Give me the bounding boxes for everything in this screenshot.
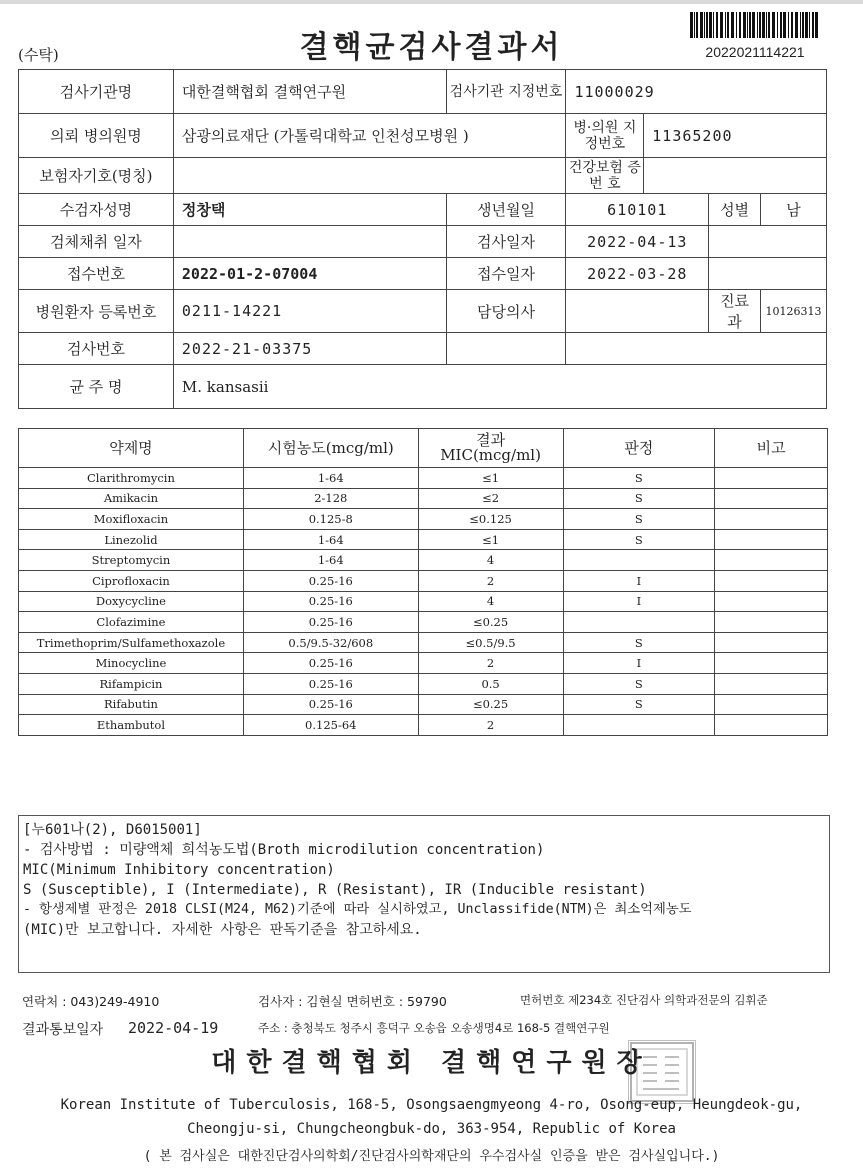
test-no-label: 검사번호 — [19, 333, 174, 365]
req-hospital: 삼광의료재단 (가톨릭대학교 인천성모병원 ) — [173, 114, 566, 158]
certification-note: ( 본 검사실은 대한진단검사의학회/진단검사의학재단의 우수검사실 인증을 받은 검사실입니다.) — [143, 1149, 720, 1164]
drug-cell-mic: 0.5 — [418, 673, 563, 694]
inst-code-label: 검사기관 지정번호 — [446, 70, 566, 114]
examiner: 검사자 : 김현실 면허번호 : 59790 — [258, 994, 447, 1009]
header-result — [418, 429, 563, 468]
drug-row — [19, 653, 828, 674]
drug-cell-mic: 4 — [418, 550, 563, 571]
drug-cell-drug: Linezolid — [19, 529, 244, 550]
drug-cell-conc: 0.25-16 — [243, 591, 418, 612]
drug-cell-drug: Trimethoprim/Sulfamethoxazole — [19, 632, 244, 653]
drug-cell-judge: S — [563, 509, 715, 530]
inst-code: 11000029 — [566, 70, 827, 114]
test-date: 2022-04-13 — [566, 226, 709, 258]
drug-cell-mic: ≤0.25 — [418, 612, 563, 633]
drug-cell-note — [715, 715, 828, 736]
drug-cell-judge: S — [563, 632, 715, 653]
dept: 10126313 — [761, 290, 827, 333]
drug-cell-mic: ≤0.25 — [418, 694, 563, 715]
drug-cell-note — [715, 694, 828, 715]
drug-row — [19, 715, 828, 736]
header-result-label: 결과 — [476, 431, 506, 449]
receipt-no-label: 접수번호 — [19, 258, 174, 290]
drug-row — [19, 694, 828, 715]
drug-cell-conc: 1-64 — [243, 468, 418, 489]
drug-cell-mic: 2 — [418, 653, 563, 674]
drug-row — [19, 570, 828, 591]
barcode-number: 2022021114221 — [705, 44, 805, 60]
drug-cell-drug: Ethambutol — [19, 715, 244, 736]
patient-name-label: 수검자성명 — [19, 194, 174, 226]
patient-name: 정창택 — [173, 194, 446, 226]
drug-cell-mic: ≤1 — [418, 529, 563, 550]
drug-row — [19, 591, 828, 612]
drug-cell-drug: Moxifloxacin — [19, 509, 244, 530]
note-line: - 검사방법 : 미량액체 희석농도법(Broth microdilution concentration) — [23, 842, 545, 858]
organism: M. kansasii — [173, 365, 826, 409]
drug-cell-conc: 2-128 — [243, 488, 418, 509]
drug-row — [19, 529, 828, 550]
license: 면허번호 제234호 진단검사 의학과전문의 김휘준 — [520, 993, 768, 1007]
drug-cell-drug: Ciprofloxacin — [19, 570, 244, 591]
insurer-label: 보험자기호(명칭) — [19, 158, 174, 194]
sex-label: 성별 — [709, 194, 761, 226]
drug-cell-mic: ≤0.125 — [418, 509, 563, 530]
drug-row — [19, 632, 828, 653]
drug-cell-judge: I — [563, 591, 715, 612]
collect-date-label: 검체채취 일자 — [19, 226, 174, 258]
drug-cell-mic: ≤0.5/9.5 — [418, 632, 563, 653]
drug-cell-conc: 0.125-64 — [243, 715, 418, 736]
health-ins — [644, 158, 827, 194]
drug-cell-note — [715, 550, 828, 571]
test-date-label: 검사일자 — [446, 226, 566, 258]
drug-cell-conc: 0.25-16 — [243, 694, 418, 715]
drug-cell-judge: S — [563, 529, 715, 550]
drug-cell-judge — [563, 550, 715, 571]
drug-cell-judge: S — [563, 468, 715, 489]
notify-label: 결과통보일자 — [22, 1022, 104, 1038]
drug-cell-drug: Streptomycin — [19, 550, 244, 571]
drug-cell-drug: Clarithromycin — [19, 468, 244, 489]
drug-cell-note — [715, 509, 828, 530]
drug-cell-drug: Minocycline — [19, 653, 244, 674]
hosp-code-label: 병·의원 지정번호 — [566, 114, 644, 158]
drug-row — [19, 468, 828, 489]
drug-cell-note — [715, 591, 828, 612]
drug-cell-judge: S — [563, 488, 715, 509]
drug-row — [19, 612, 828, 633]
top-border — [0, 0, 863, 4]
address-en-1: Korean Institute of Tuberculosis, 168-5, Osongsaengmyeong 4-ro, Osong-eup, Heungdeok-gu, — [60, 1097, 803, 1113]
note-line: (MIC)만 보고합니다. 자세한 사항은 판독기준을 참고하세요. — [23, 922, 422, 938]
drug-cell-drug: Doxycycline — [19, 591, 244, 612]
drug-cell-note — [715, 529, 828, 550]
birth: 610101 — [566, 194, 709, 226]
drug-cell-mic: ≤1 — [418, 468, 563, 489]
inst-name: 대한결핵협회 결핵연구원 — [173, 70, 446, 114]
drug-row — [19, 509, 828, 530]
note-line: - 항생제별 판정은 2018 CLSI(M24, M62)기준에 따라 실시하였고, Unclassifide(NTM)은 최소억제농도 — [23, 902, 692, 917]
doctor-label: 담당의사 — [446, 290, 566, 333]
address-en-2: Cheongju-si, Chungcheongbuk-do, 363-954, Republic of Korea — [187, 1121, 676, 1137]
drug-cell-conc: 0.25-16 — [243, 673, 418, 694]
drug-cell-judge: I — [563, 653, 715, 674]
drug-cell-judge: S — [563, 673, 715, 694]
drug-cell-drug: Amikacin — [19, 488, 244, 509]
drug-row — [19, 488, 828, 509]
organism-label: 균 주 명 — [19, 365, 174, 409]
patient-reg-label: 병원환자 등록번호 — [19, 290, 174, 333]
inst-name-label: 검사기관명 — [19, 70, 174, 114]
doctor — [566, 290, 709, 333]
drug-cell-conc: 1-64 — [243, 550, 418, 571]
drug-cell-conc: 1-64 — [243, 529, 418, 550]
drug-cell-conc: 0.125-8 — [243, 509, 418, 530]
drug-cell-note — [715, 612, 828, 633]
sex: 남 — [761, 194, 827, 226]
hosp-code: 11365200 — [644, 114, 827, 158]
note-line: S (Susceptible), I (Intermediate), R (Resistant), IR (Inducible resistant) — [23, 882, 647, 898]
contact: 연락처 : 043)249-4910 — [22, 994, 160, 1009]
req-hospital-label: 의뢰 병의원명 — [19, 114, 174, 158]
drug-cell-drug: Rifabutin — [19, 694, 244, 715]
header-remarks: 비고 — [715, 429, 828, 468]
receipt-no: 2022-01-2-07004 — [173, 258, 446, 290]
dept-label: 진료과 — [709, 290, 761, 333]
drug-cell-conc: 0.25-16 — [243, 653, 418, 674]
drug-cell-drug: Rifampicin — [19, 673, 244, 694]
notes-box — [18, 815, 830, 973]
drug-cell-conc: 0.25-16 — [243, 612, 418, 633]
drug-cell-note — [715, 488, 828, 509]
notify-date: 2022-04-19 — [128, 1019, 219, 1037]
collect-date — [173, 226, 446, 258]
patient-reg: 0211-14221 — [173, 290, 446, 333]
drug-cell-drug: Clofazimine — [19, 612, 244, 633]
drug-row — [19, 673, 828, 694]
birth-label: 생년월일 — [446, 194, 566, 226]
barcode-icon — [690, 12, 820, 38]
drug-row — [19, 550, 828, 571]
drug-cell-note — [715, 673, 828, 694]
drug-cell-note — [715, 653, 828, 674]
drug-cell-note — [715, 468, 828, 489]
drug-cell-conc: 0.25-16 — [243, 570, 418, 591]
receipt-date-label: 접수일자 — [446, 258, 566, 290]
drug-table — [18, 428, 828, 736]
drug-cell-mic: 2 — [418, 570, 563, 591]
drug-cell-mic: ≤2 — [418, 488, 563, 509]
header-drug: 약제명 — [19, 429, 244, 468]
drug-cell-judge — [563, 612, 715, 633]
address-kr: 주소 : 충청북도 청주시 흥덕구 오송읍 오송생명4로 168-5 결핵연구원 — [258, 1021, 610, 1035]
header-conc: 시험농도(mcg/ml) — [243, 429, 418, 468]
note-line: MIC(Minimum Inhibitory concentration) — [23, 862, 335, 878]
drug-cell-conc: 0.5/9.5-32/608 — [243, 632, 418, 653]
header-result-unit: MIC(mcg/ml) — [440, 446, 541, 464]
drug-cell-mic: 2 — [418, 715, 563, 736]
issuer-signature: 대한결핵협회 결핵연구원장 — [211, 1048, 652, 1078]
drug-cell-judge: I — [563, 570, 715, 591]
health-ins-label: 건강보험 증 번 호 — [566, 158, 644, 194]
insurer — [173, 158, 566, 194]
note-line: [누601나(2), D6015001] — [23, 822, 202, 838]
drug-cell-judge — [563, 715, 715, 736]
document-title: 결핵균검사결과서 — [299, 30, 564, 65]
receipt-date: 2022-03-28 — [566, 258, 709, 290]
drug-cell-mic: 4 — [418, 591, 563, 612]
test-no: 2022-21-03375 — [173, 333, 446, 365]
drug-cell-note — [715, 570, 828, 591]
drug-cell-note — [715, 632, 828, 653]
patient-info-table — [18, 69, 827, 409]
corner-label: (수탁) — [18, 46, 59, 64]
drug-cell-judge: S — [563, 694, 715, 715]
header-judgement: 판정 — [563, 429, 715, 468]
